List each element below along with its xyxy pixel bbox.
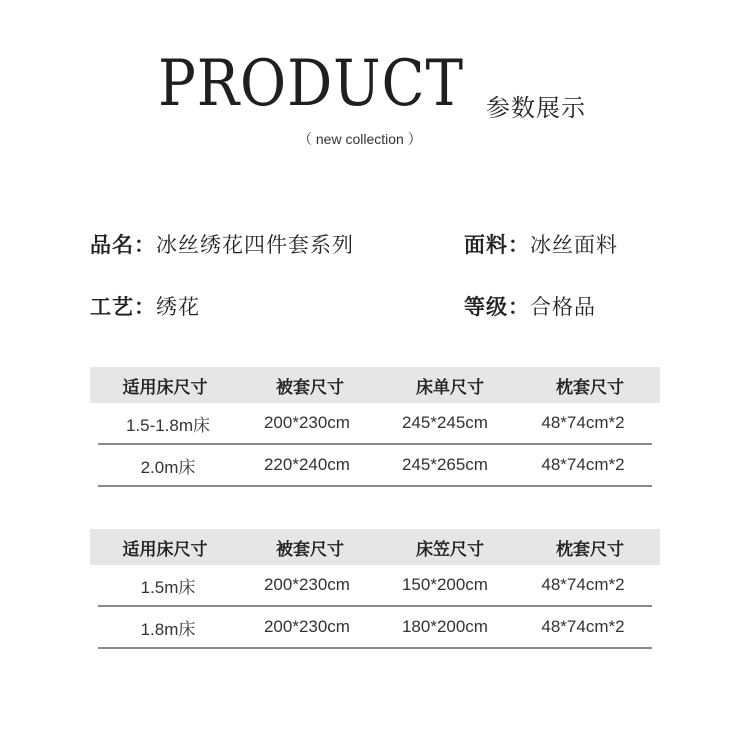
spec-grade — [464, 291, 596, 321]
table-cell: 48*74cm*2 — [541, 617, 625, 636]
spec-product-name — [90, 229, 354, 259]
table-row — [98, 565, 652, 607]
table-header — [90, 529, 660, 565]
spec-label: 品名： — [90, 233, 156, 257]
size-table-1 — [90, 367, 660, 487]
table-cell: 180*200cm — [401, 617, 488, 636]
table-row — [98, 403, 652, 445]
spec-label: 等级： — [464, 295, 530, 319]
spec-value: 绣花 — [156, 295, 200, 319]
table-cell: 245*265cm — [401, 455, 488, 474]
spec-craft — [90, 291, 200, 321]
spec-material — [464, 229, 618, 259]
column-header: 床笠尺寸 — [416, 539, 484, 560]
column-header: 适用床尺寸 — [122, 539, 208, 560]
table-header — [90, 367, 660, 403]
table-row — [98, 445, 652, 487]
table-cell: 2.0m床 — [140, 457, 196, 477]
table-cell: 200*230cm — [263, 617, 350, 636]
table-cell: 200*230cm — [263, 575, 350, 594]
column-header: 适用床尺寸 — [122, 377, 208, 398]
column-header: 枕套尺寸 — [556, 539, 624, 560]
table-cell: 150*200cm — [401, 575, 488, 594]
table-cell: 48*74cm*2 — [541, 413, 625, 432]
table-row — [98, 607, 652, 649]
table-cell: 1.5m床 — [140, 577, 196, 597]
column-header: 被套尺寸 — [276, 377, 344, 398]
spec-value: 冰丝绣花四件套系列 — [156, 233, 354, 257]
table-cell: 220*240cm — [263, 455, 350, 474]
column-header: 枕套尺寸 — [556, 377, 624, 398]
table-cell: 48*74cm*2 — [541, 575, 625, 594]
spec-label: 工艺： — [90, 295, 156, 319]
spec-value: 合格品 — [530, 295, 596, 319]
spec-label: 面料： — [464, 233, 530, 257]
spec-value: 冰丝面料 — [530, 233, 618, 257]
table-cell: 48*74cm*2 — [541, 455, 625, 474]
table-cell: 245*245cm — [401, 413, 488, 432]
page-subtitle: （ new collection ） — [298, 131, 422, 147]
column-header: 床单尺寸 — [416, 377, 484, 398]
page-title: PRODUCT — [158, 47, 464, 121]
column-header: 被套尺寸 — [276, 539, 344, 560]
section-title: 参数展示 — [486, 94, 586, 122]
size-table-2 — [90, 529, 660, 649]
table-cell: 200*230cm — [263, 413, 350, 432]
table-cell: 1.5-1.8m床 — [125, 415, 211, 435]
table-cell: 1.8m床 — [140, 619, 196, 639]
